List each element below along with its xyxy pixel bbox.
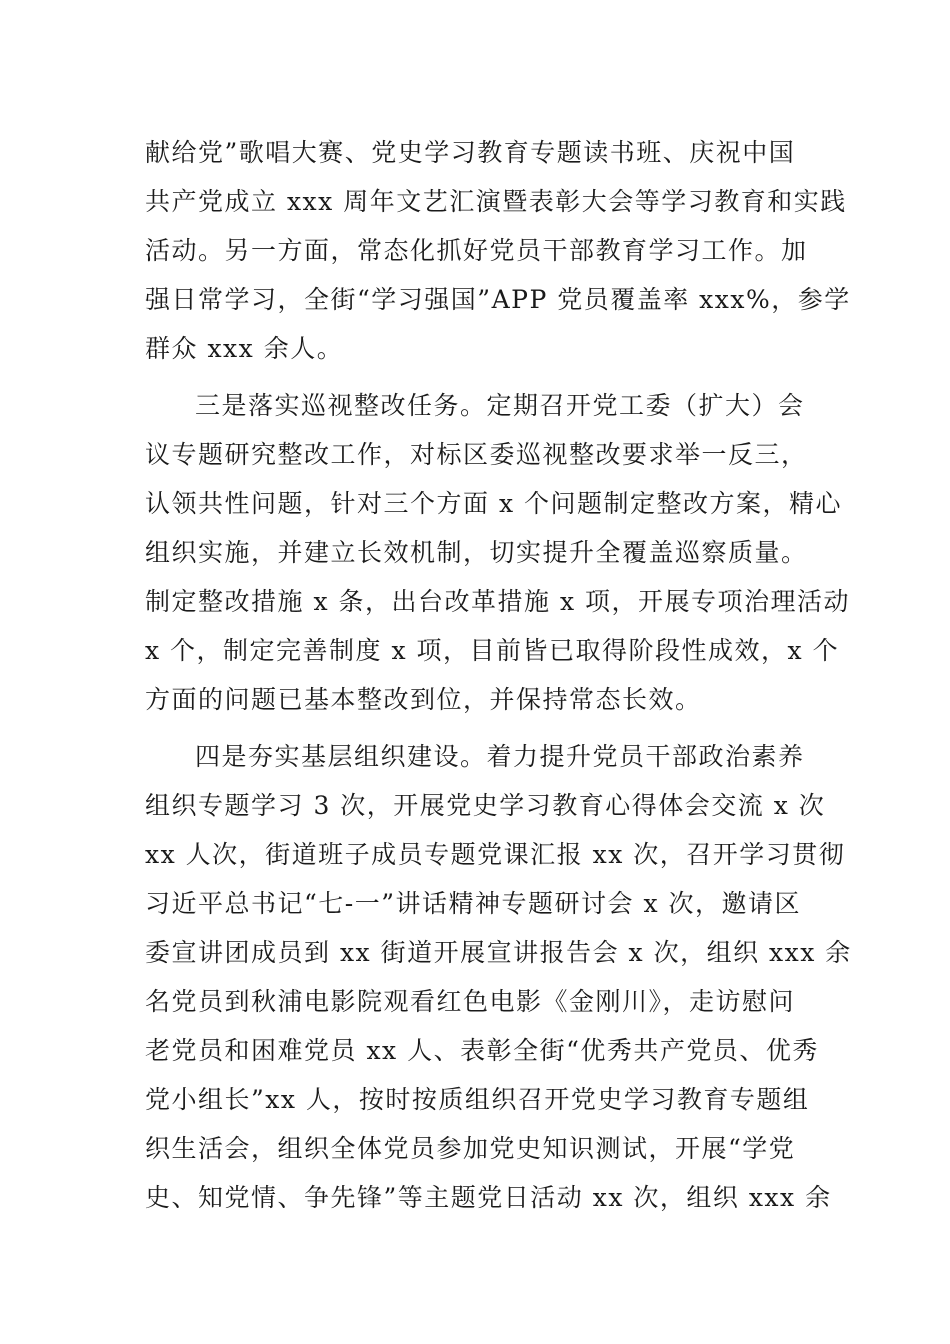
text-line: 活动。另一方面，常态化抓好党员干部教育学习工作。加 bbox=[145, 236, 808, 265]
text-line: 史、知党情、争先锋”等主题党日活动 xx 次，组织 xxx 余 bbox=[145, 1183, 832, 1212]
text-line: 党小组长”xx 人，按时按质组织召开党史学习教育专题组 bbox=[145, 1085, 810, 1114]
text-line: 委宣讲团成员到 xx 街道开展宣讲报告会 x 次，组织 xxx 余 bbox=[145, 938, 852, 967]
text-line: 强日常学习，全街“学习强国”APP 党员覆盖率 xxx%，参学 bbox=[145, 285, 851, 314]
text-line: x 个，制定完善制度 x 项，目前皆已取得阶段性成效，x 个 bbox=[145, 636, 840, 665]
text-line: 名党员到秋浦电影院观看红色电影《金刚川》，走访慰问 bbox=[145, 987, 796, 1016]
paragraph-2 bbox=[145, 381, 850, 724]
text-line: 制定整改措施 x 条，出台改革措施 x 项，开展专项治理活动 bbox=[145, 587, 850, 616]
text-line: 习近平总书记“七-一”讲话精神专题研讨会 x 次，邀请区 bbox=[145, 889, 802, 918]
paragraph-3 bbox=[145, 732, 852, 1222]
text-line: 老党员和困难党员 xx 人、表彰全街“优秀共产党员、优秀 bbox=[145, 1036, 819, 1065]
text-line: 三是落实巡视整改任务。定期召开党工委（扩大）会 bbox=[195, 391, 805, 420]
text-line: 认领共性问题，针对三个方面 x 个问题制定整改方案，精心 bbox=[145, 489, 842, 518]
text-line: 组织专题学习 3 次，开展党史学习教育心得体会交流 x 次 bbox=[145, 791, 826, 820]
text-line: 四是夯实基层组织建设。着力提升党员干部政治素养 bbox=[195, 742, 805, 771]
text-line: 议专题研究整改工作，对标区委巡视整改要求举一反三， bbox=[145, 440, 808, 469]
text-line: 方面的问题已基本整改到位，并保持常态长效。 bbox=[145, 685, 702, 714]
text-line: 群众 xxx 余人。 bbox=[145, 334, 344, 363]
text-line: 献给党”歌唱大赛、党史学习教育专题读书班、庆祝中国 bbox=[145, 138, 796, 167]
document-body bbox=[145, 128, 852, 1222]
text-line: xx 人次，街道班子成员专题党课汇报 xx 次，召开学习贯彻 bbox=[145, 840, 846, 869]
paragraph-1 bbox=[145, 128, 851, 373]
text-line: 共产党成立 xxx 周年文艺汇演暨表彰大会等学习教育和实践 bbox=[145, 187, 847, 216]
text-line: 组织实施，并建立长效机制，切实提升全覆盖巡察质量。 bbox=[145, 538, 808, 567]
text-line: 织生活会，组织全体党员参加党史知识测试，开展“学党 bbox=[145, 1134, 796, 1163]
